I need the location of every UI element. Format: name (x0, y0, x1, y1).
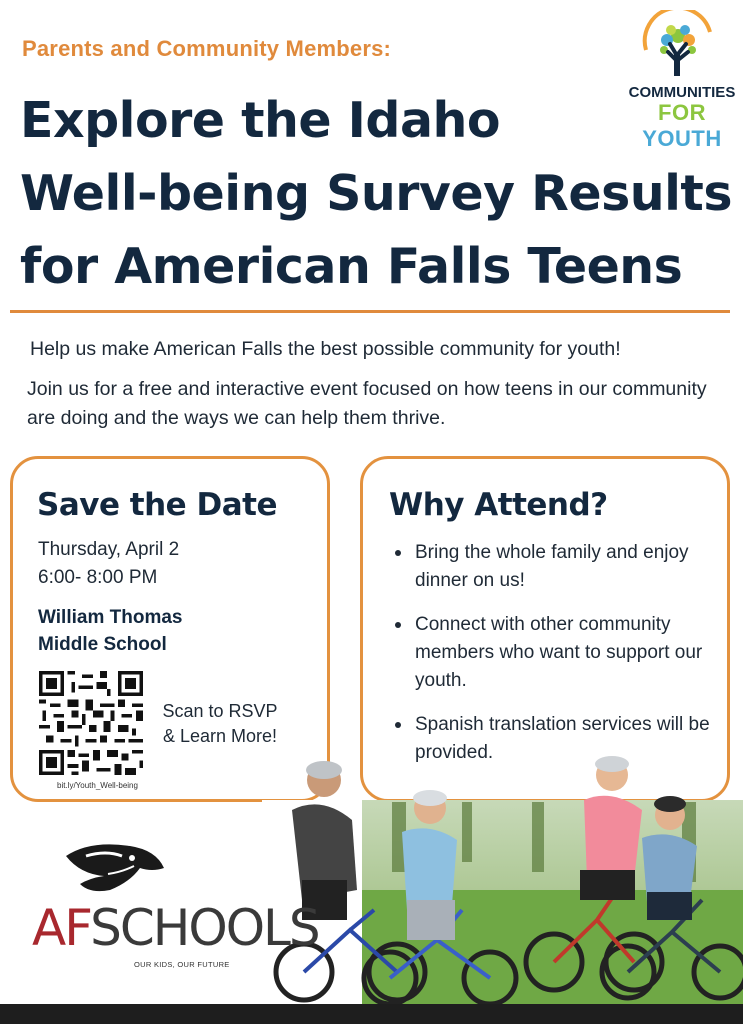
event-kicker: Parents and Community Members: (22, 36, 392, 61)
list-item: Connect with other community members who want to support our youth. (391, 611, 711, 695)
af-schools-logo (32, 838, 319, 978)
communities-for-youth-logo (618, 10, 738, 151)
page-title (20, 84, 732, 303)
save-the-date-title: Save the Date (37, 487, 277, 523)
qr-short-url: bit.ly/Youth_Well-being (57, 781, 138, 790)
af-schools-tagline: OUR KIDS, OUR FUTURE (134, 960, 230, 969)
family-cycling-photo (262, 740, 743, 1004)
headline-line-1: Explore the Idaho (20, 92, 501, 149)
event-venue: William Thomas Middle School (38, 607, 183, 655)
list-item: Spanish translation services will be provided. (391, 711, 711, 767)
logo-text-communities: COMMUNITIES (628, 84, 736, 101)
event-date: Thursday, April 2 (38, 539, 180, 560)
intro-tagline: Help us make American Falls the best possible community for youth! (30, 338, 621, 360)
event-time: 6:00- 8:00 PM (38, 567, 158, 588)
intro-body: Join us for a free and interactive event focused on how teens in our community are doing and the ways we can help them thrive. (27, 378, 707, 429)
headline-line-2: Well-being Survey Results (20, 165, 732, 222)
section-divider (10, 310, 730, 313)
tree-icon (640, 10, 716, 80)
bottom-edge-strip (0, 1004, 743, 1024)
why-attend-title: Why Attend? (389, 487, 608, 523)
af-schools-wordmark: AFSCHOOLS (32, 899, 319, 957)
headline-line-3: for American Falls Teens (20, 238, 683, 295)
beaver-mascot-icon (60, 838, 170, 900)
logo-text-for-youth: FOR YOUTH (642, 100, 722, 151)
rsvp-qr-code[interactable] (39, 671, 143, 775)
list-item: Bring the whole family and enjoy dinner on us! (391, 539, 711, 595)
scan-to-rsvp-text: Scan to RSVP & Learn More! (162, 701, 278, 746)
